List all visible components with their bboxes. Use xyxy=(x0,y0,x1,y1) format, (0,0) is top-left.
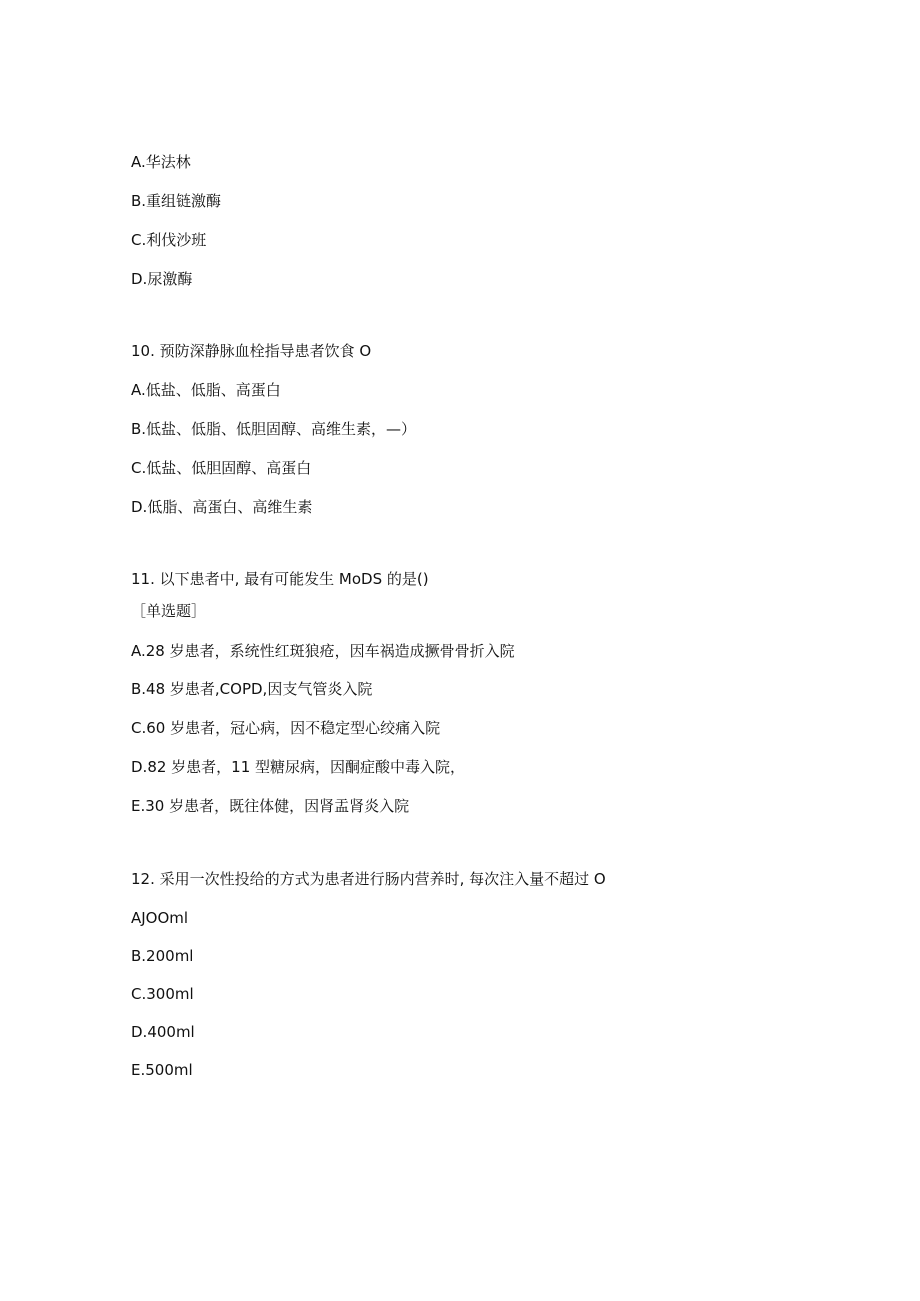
q12-option-b: B.200ml xyxy=(131,947,194,965)
q11-option-a: A.28 岁患者，系统性红斑狼疮，因车祸造成撅骨骨折入院 xyxy=(131,642,515,660)
q12-option-e: E.500ml xyxy=(131,1061,193,1079)
q11-option-b: B.48 岁患者,COPD,因支气管炎入院 xyxy=(131,680,373,698)
q12-stem: 12. 采用一次性投给的方式为患者进行肠内营养时, 每次注入量不超过 O xyxy=(131,870,606,888)
q11-option-e: E.30 岁患者，既往体健，因肾盂肾炎入院 xyxy=(131,797,410,815)
q9-option-a: A.华法林 xyxy=(131,153,191,171)
q9-option-b: B.重组链激酶 xyxy=(131,192,222,210)
q11-option-d: D.82 岁患者，11 型糖尿病，因酮症酸中毒入院， xyxy=(131,758,466,776)
q9-option-c: C.利伐沙班 xyxy=(131,231,207,249)
q11-option-c: C.60 岁患者，冠心病，因不稳定型心绞痛入院 xyxy=(131,719,441,737)
q10-stem: 10. 预防深静脉血栓指导患者饮食 O xyxy=(131,342,372,360)
q11-stem: 11. 以下患者中, 最有可能发生 MoDS 的是() xyxy=(131,570,429,588)
q12-option-d: D.400ml xyxy=(131,1023,195,1041)
q10-option-c: C.低盐、低胆固醇、高蛋白 xyxy=(131,459,312,477)
q9-option-d: D.尿激酶 xyxy=(131,270,193,288)
q11-type: ［单选题］ xyxy=(131,602,207,620)
q12-option-c: C.300ml xyxy=(131,985,194,1003)
q12-option-a: AJOOml xyxy=(131,909,189,927)
q10-option-b: B.低盐、低脂、低胆固醇、高维生素，—） xyxy=(131,420,417,438)
q10-option-d: D.低脂、高蛋白、高维生素 xyxy=(131,498,313,516)
q10-option-a: A.低盐、低脂、高蛋白 xyxy=(131,381,281,399)
